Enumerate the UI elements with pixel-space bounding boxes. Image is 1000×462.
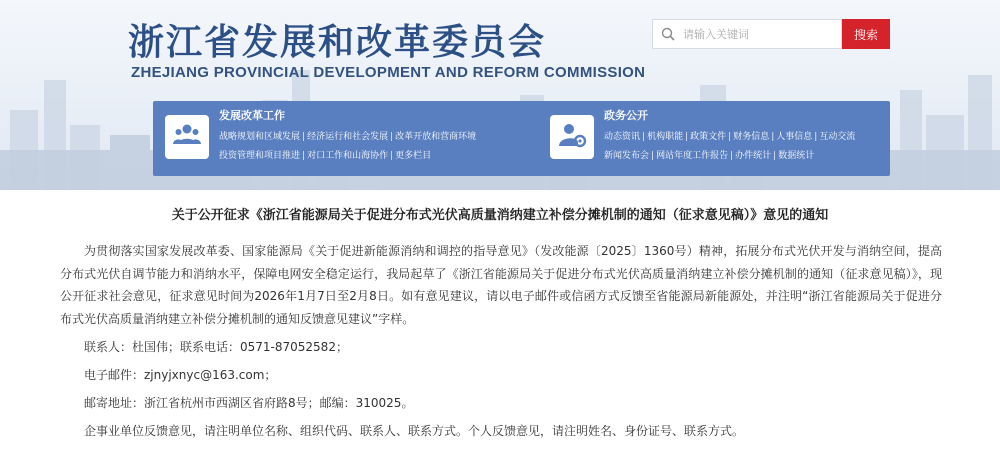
nav-link-interaction[interactable]: 互动交流 <box>819 132 856 142</box>
nav-link-economy[interactable]: 经济运行和社会发展 <box>307 132 389 142</box>
article-title: 关于公开征求《浙江省能源局关于促进分布式光伏高质量消纳建立补偿分摊机制的通知（征求意见稿）》意见的通知 <box>171 208 829 223</box>
nav-affairs-links <box>604 128 904 166</box>
site-header <box>0 0 1000 190</box>
nav-reform-icon-box <box>165 115 209 159</box>
search-icon <box>653 20 683 48</box>
nav-affairs-title[interactable]: 政务公开 <box>604 109 648 122</box>
users-icon <box>172 120 202 154</box>
nav-affairs-block <box>538 101 890 176</box>
nav-affairs-line-2: 新闻发布会 | 网站年度工作报告 | 办件统计 | 数据统计 <box>604 151 815 161</box>
nav-link-case-stats[interactable]: 办件统计 <box>735 151 772 161</box>
search-button[interactable]: 搜索 <box>842 19 890 49</box>
nav-link-coordination[interactable]: 对口工作和山海协作 <box>307 151 389 161</box>
nav-reform-line-1: 战略规划和区域发展 | 经济运行和社会发展 | 改革开放和营商环境 <box>219 132 477 142</box>
user-gear-icon <box>557 120 587 154</box>
nav-link-reform-opening[interactable]: 改革开放和营商环境 <box>395 132 477 142</box>
nav-link-finance[interactable]: 财务信息 <box>733 132 770 142</box>
nav-link-strategy[interactable]: 战略规划和区域发展 <box>219 132 301 142</box>
nav-link-functions[interactable]: 机构职能 <box>647 132 684 142</box>
nav-affairs-line-1: 动态资讯 | 机构职能 | 政策文件 | 财务信息 | 人事信息 | 互动交流 <box>604 132 856 142</box>
nav-link-data-stats[interactable]: 数据统计 <box>778 151 815 161</box>
nav-reform-links <box>219 128 519 166</box>
nav-link-more[interactable]: 更多栏目 <box>395 151 432 161</box>
nav-link-investment[interactable]: 投资管理和项目推进 <box>219 151 301 161</box>
nav-link-policies[interactable]: 政策文件 <box>690 132 727 142</box>
nav-link-press[interactable]: 新闻发布会 <box>604 151 650 161</box>
nav-link-personnel[interactable]: 人事信息 <box>776 132 813 142</box>
site-title-english: ZHEJIANG PROVINCIAL DEVELOPMENT AND REFORM COMMISSION <box>131 64 646 81</box>
nav-link-annual-report[interactable]: 网站年度工作报告 <box>656 151 729 161</box>
contact-address: 邮寄地址：浙江省杭州市西湖区省府路8号；邮编：310025。 <box>84 396 414 411</box>
nav-reform-block <box>153 101 523 176</box>
contact-person: 联系人：杜国伟；联系电话：0571-87052582； <box>84 340 348 355</box>
article-paragraph-feedback: 企事业单位反馈意见，请注明单位名称、组织代码、联系人、联系方式。个人反馈意见，请注明姓名、身份证号、联系方式。 <box>84 424 745 439</box>
article-paragraph-main: 为贯彻落实国家发展改革委、国家能源局《关于促进新能源消纳和调控的指导意见》（发改能源〔2025〕1360号）精神，拓展分布式光伏开发与消纳空间，提高分布式光伏自调节能力和消纳水平，保障电网安全稳定运行，我局起草了《浙江省能源局关于促进分布式光伏高质量消纳建立补偿分摊机制的通知（征求意见稿）》，现公开征求社会意见，征求意见时间为2026年1月7日至2月8日。如有意见建议，请以电子邮件或信函方式反馈至省能源局新能源处，并注明“浙江省能源局关于促进分布式光伏高质量消纳建立补偿分摊机制的通知反馈意见建议”字样。 <box>60 244 942 326</box>
nav-reform-title[interactable]: 发展改革工作 <box>219 109 285 122</box>
nav-reform-line-2: 投资管理和项目推进 | 对口工作和山海协作 | 更多栏目 <box>219 151 432 161</box>
search-input[interactable] <box>683 21 833 47</box>
site-title[interactable]: 浙江省发展和改革委员会 <box>128 22 547 63</box>
nav-affairs-icon-box <box>550 115 594 159</box>
search-box <box>652 19 842 49</box>
nav-link-news[interactable]: 动态资讯 <box>604 132 641 142</box>
article-body <box>60 240 942 442</box>
nav-panel <box>153 101 890 176</box>
contact-email: 电子邮件：zjnyjxnyc@163.com； <box>84 368 277 383</box>
